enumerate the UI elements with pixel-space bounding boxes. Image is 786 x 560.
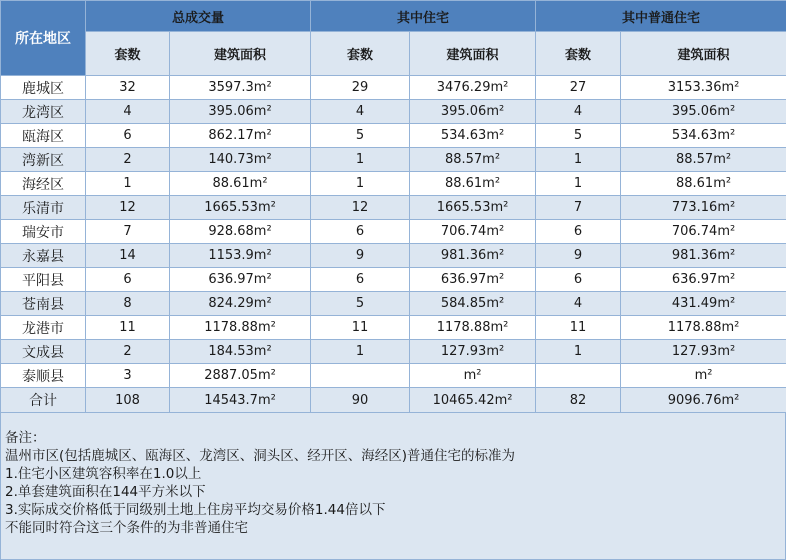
table-row <box>1 172 786 196</box>
ordinary-count-cell: 27 <box>536 76 621 100</box>
residential-area-cell: m² <box>410 364 536 388</box>
ordinary-area-cell: 88.61m² <box>621 172 786 196</box>
total-count-cell: 6 <box>86 124 170 148</box>
table-row <box>1 124 786 148</box>
district-cell: 泰顺县 <box>1 364 86 388</box>
residential-area-cell: 1665.53m² <box>410 196 536 220</box>
total-area-cell: 395.06m² <box>170 100 311 124</box>
total-area-cell: 88.61m² <box>170 172 311 196</box>
ordinary-count-cell: 7 <box>536 196 621 220</box>
total-area-cell: 1665.53m² <box>170 196 311 220</box>
district-cell: 龙湾区 <box>1 100 86 124</box>
table-row <box>1 292 786 316</box>
residential-count-cell: 1 <box>311 148 410 172</box>
total-count-cell: 1 <box>86 172 170 196</box>
district-cell: 苍南县 <box>1 292 86 316</box>
ordinary-area-cell: 88.57m² <box>621 148 786 172</box>
district-cell: 龙港市 <box>1 316 86 340</box>
total-area-cell: 1178.88m² <box>170 316 311 340</box>
table-row <box>1 100 786 124</box>
group-header-total: 总成交量 <box>86 1 311 32</box>
table-row <box>1 220 786 244</box>
residential-area-cell: 584.85m² <box>410 292 536 316</box>
residential-area-cell: 981.36m² <box>410 244 536 268</box>
total-area-cell: 824.29m² <box>170 292 311 316</box>
ordinary-area-cell: 395.06m² <box>621 100 786 124</box>
district-cell: 平阳县 <box>1 268 86 292</box>
group-header-ordinary-residential: 其中普通住宅 <box>536 1 786 32</box>
total-count-cell: 6 <box>86 268 170 292</box>
total-count-cell: 4 <box>86 100 170 124</box>
ordinary-area-cell: 3153.36m² <box>621 76 786 100</box>
residential-count-cell: 1 <box>311 172 410 196</box>
residential-area-cell: 127.93m² <box>410 340 536 364</box>
notes-line: 3.实际成交价格低于同级别土地上住房平均交易价格1.44倍以下 <box>5 501 785 519</box>
district-cell: 乐清市 <box>1 196 86 220</box>
table-row <box>1 268 786 292</box>
residential-count-cell: 5 <box>311 292 410 316</box>
ordinary-area-cell: 9096.76m² <box>621 388 786 413</box>
residential-count-cell: 29 <box>311 76 410 100</box>
ordinary-area-cell: 1178.88m² <box>621 316 786 340</box>
ordinary-area-cell: m² <box>621 364 786 388</box>
district-cell: 瑞安市 <box>1 220 86 244</box>
total-area-cell: 184.53m² <box>170 340 311 364</box>
ordinary-count-cell: 9 <box>536 244 621 268</box>
total-count-cell: 32 <box>86 76 170 100</box>
count-header: 套数 <box>536 32 621 76</box>
residential-area-cell: 395.06m² <box>410 100 536 124</box>
total-area-cell: 2887.05m² <box>170 364 311 388</box>
total-count-cell: 14 <box>86 244 170 268</box>
ordinary-count-cell: 11 <box>536 316 621 340</box>
district-cell: 文成县 <box>1 340 86 364</box>
total-count-cell: 3 <box>86 364 170 388</box>
ordinary-count-cell: 4 <box>536 100 621 124</box>
ordinary-count-cell: 1 <box>536 340 621 364</box>
residential-count-cell: 5 <box>311 124 410 148</box>
area-header: 建筑面积 <box>621 32 786 76</box>
ordinary-count-cell: 1 <box>536 148 621 172</box>
table-row <box>1 196 786 220</box>
table-row <box>1 340 786 364</box>
total-count-cell: 11 <box>86 316 170 340</box>
ordinary-count-cell: 6 <box>536 220 621 244</box>
ordinary-area-cell: 706.74m² <box>621 220 786 244</box>
residential-area-cell: 636.97m² <box>410 268 536 292</box>
ordinary-area-cell: 431.49m² <box>621 292 786 316</box>
table-row <box>1 148 786 172</box>
total-area-cell: 862.17m² <box>170 124 311 148</box>
total-count-cell: 7 <box>86 220 170 244</box>
total-area-cell: 14543.7m² <box>170 388 311 413</box>
residential-area-cell: 534.63m² <box>410 124 536 148</box>
residential-count-cell: 9 <box>311 244 410 268</box>
table-body <box>1 76 786 413</box>
area-header: 建筑面积 <box>410 32 536 76</box>
ordinary-area-cell: 534.63m² <box>621 124 786 148</box>
district-cell: 瓯海区 <box>1 124 86 148</box>
total-count-cell: 2 <box>86 340 170 364</box>
count-header: 套数 <box>86 32 170 76</box>
residential-count-cell: 90 <box>311 388 410 413</box>
residential-count-cell: 1 <box>311 340 410 364</box>
total-count-cell: 108 <box>86 388 170 413</box>
total-area-cell: 1153.9m² <box>170 244 311 268</box>
residential-area-cell: 706.74m² <box>410 220 536 244</box>
residential-area-cell: 3476.29m² <box>410 76 536 100</box>
table-row <box>1 76 786 100</box>
residential-count-cell: 12 <box>311 196 410 220</box>
residential-count-cell: 6 <box>311 268 410 292</box>
total-count-cell: 12 <box>86 196 170 220</box>
ordinary-area-cell: 981.36m² <box>621 244 786 268</box>
total-count-cell: 2 <box>86 148 170 172</box>
residential-area-cell: 88.61m² <box>410 172 536 196</box>
ordinary-count-cell <box>536 364 621 388</box>
total-area-cell: 928.68m² <box>170 220 311 244</box>
group-header-residential: 其中住宅 <box>311 1 536 32</box>
residential-area-cell: 10465.42m² <box>410 388 536 413</box>
residential-count-cell: 11 <box>311 316 410 340</box>
table-row <box>1 316 786 340</box>
district-cell: 海经区 <box>1 172 86 196</box>
notes-box <box>0 413 786 560</box>
count-header: 套数 <box>311 32 410 76</box>
residential-area-cell: 88.57m² <box>410 148 536 172</box>
area-header: 建筑面积 <box>170 32 311 76</box>
ordinary-area-cell: 127.93m² <box>621 340 786 364</box>
ordinary-count-cell: 5 <box>536 124 621 148</box>
total-row <box>1 388 786 413</box>
district-cell: 合计 <box>1 388 86 413</box>
notes-line: 温州市区(包括鹿城区、瓯海区、龙湾区、洞头区、经开区、海经区)普通住宅的标准为 <box>5 447 785 465</box>
residential-area-cell: 1178.88m² <box>410 316 536 340</box>
ordinary-count-cell: 6 <box>536 268 621 292</box>
table-row <box>1 364 786 388</box>
ordinary-count-cell: 1 <box>536 172 621 196</box>
total-area-cell: 140.73m² <box>170 148 311 172</box>
ordinary-area-cell: 773.16m² <box>621 196 786 220</box>
district-cell: 湾新区 <box>1 148 86 172</box>
district-cell: 永嘉县 <box>1 244 86 268</box>
total-count-cell: 8 <box>86 292 170 316</box>
total-area-cell: 3597.3m² <box>170 76 311 100</box>
total-area-cell: 636.97m² <box>170 268 311 292</box>
residential-count-cell: 6 <box>311 220 410 244</box>
table-row <box>1 244 786 268</box>
ordinary-count-cell: 82 <box>536 388 621 413</box>
residential-count-cell: 4 <box>311 100 410 124</box>
residential-count-cell <box>311 364 410 388</box>
notes-title: 备注： <box>5 429 785 447</box>
notes-line: 1.住宅小区建筑容积率在1.0以上 <box>5 465 785 483</box>
district-cell: 鹿城区 <box>1 76 86 100</box>
notes-line: 2.单套建筑面积在144平方米以下 <box>5 483 785 501</box>
region-header: 所在地区 <box>1 1 86 76</box>
ordinary-area-cell: 636.97m² <box>621 268 786 292</box>
notes-line: 不能同时符合这三个条件的为非普通住宅 <box>5 519 785 537</box>
ordinary-count-cell: 4 <box>536 292 621 316</box>
